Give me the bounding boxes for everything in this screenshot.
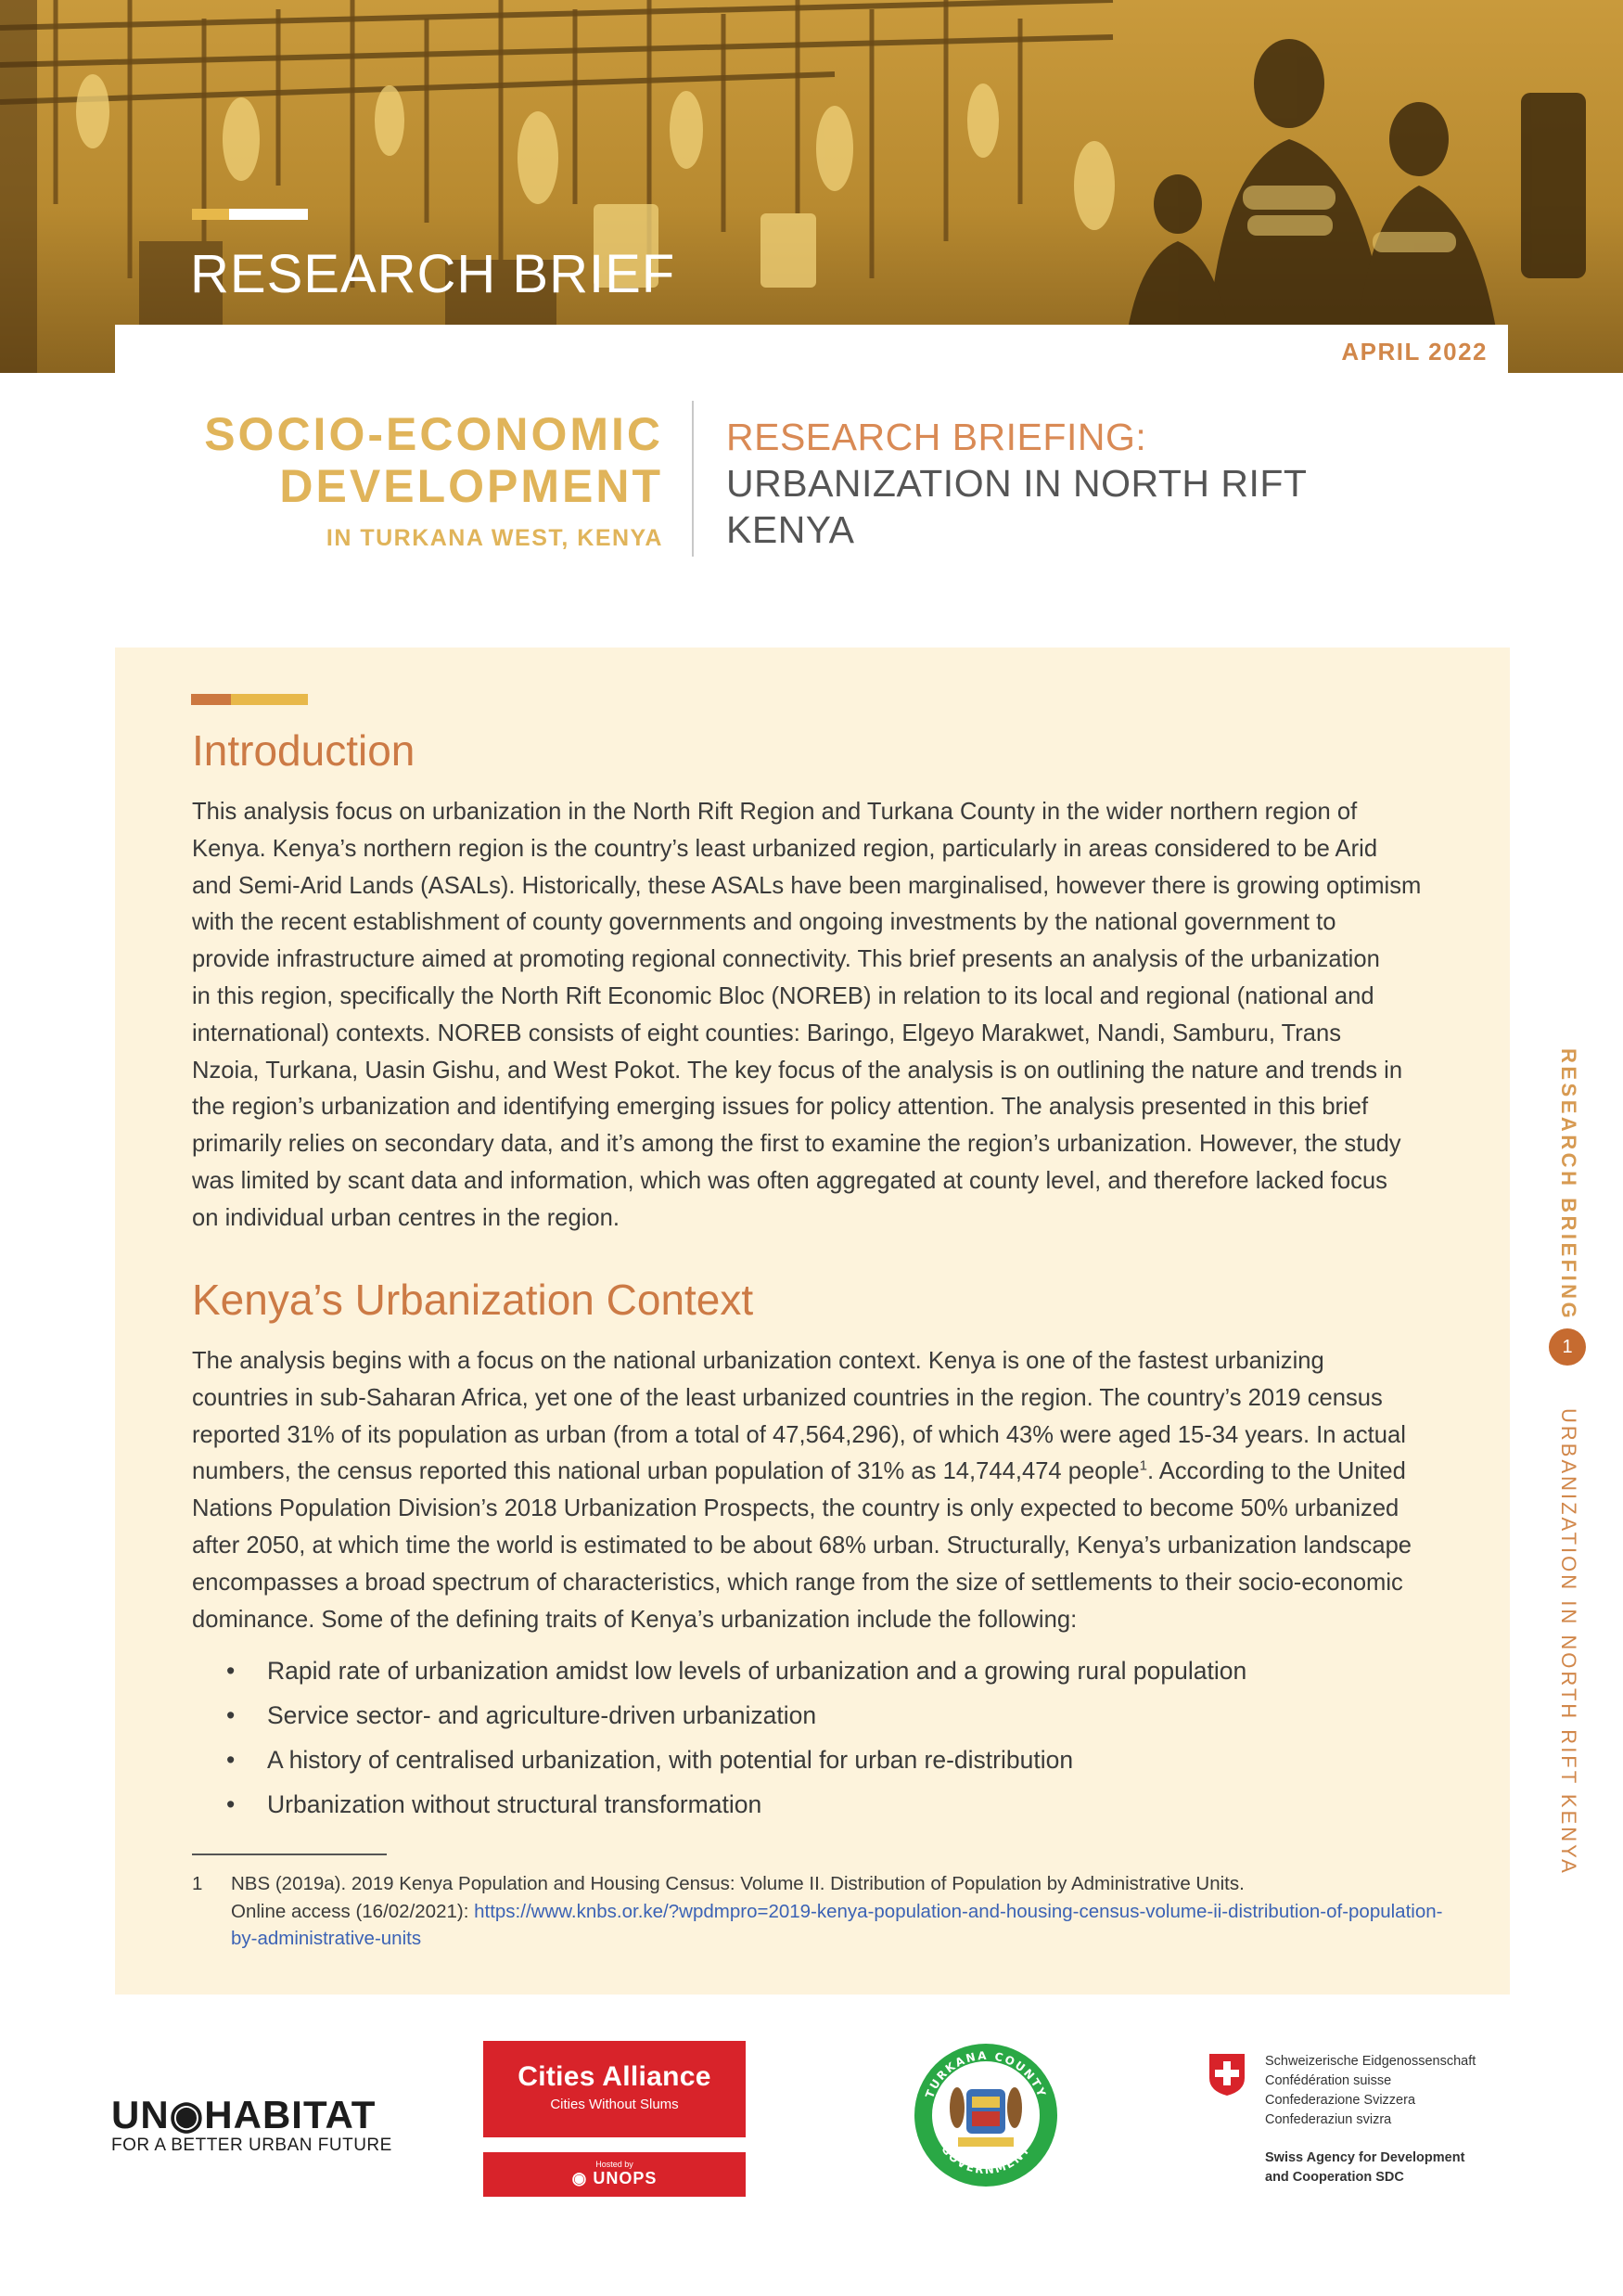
- paragraph-line: on individual urban centres in the region.: [192, 1204, 620, 1231]
- paragraph-line: dominance. Some of the defining traits of Kenya’s urbanization include the following:: [192, 1606, 1078, 1633]
- footnote-prefix: Online access (16/02/2021):: [231, 1900, 475, 1922]
- confederation-line: Confédération suisse: [1265, 2073, 1392, 2088]
- paragraph-line: in this region, specifically the North Rift Economic Bloc (NOREB) in relation to its local and regional (national and: [192, 982, 1374, 1009]
- turkana-county-seal: [907, 2041, 1065, 2194]
- project-subtitle: IN TURKANA WEST, KENYA: [326, 525, 663, 551]
- unops-wordmark: [483, 2169, 746, 2188]
- seal-top-text: TURKANA COUNTY: [923, 2048, 1049, 2100]
- section-accent-bar: [191, 694, 308, 705]
- line-text: numbers, the census reported this national urban population of 31% as 14,744,474 people: [192, 1458, 1140, 1485]
- list-item: [226, 1746, 1246, 1790]
- side-label-top: RESEARCH BRIEFING: [1557, 1048, 1580, 1322]
- paragraph-line: with the recent establishment of county governments and ongoing investments by the national government to: [192, 909, 1336, 936]
- unops-banner: [483, 2152, 746, 2197]
- context-heading: Kenya’s Urbanization Context: [192, 1276, 754, 1324]
- unhabitat-tagline: FOR A BETTER URBAN FUTURE: [111, 2136, 392, 2155]
- cities-alliance-banner: [483, 2041, 746, 2137]
- list-item-text: Urbanization without structural transformation: [267, 1790, 762, 1818]
- agency-line: and Cooperation SDC: [1265, 2170, 1404, 2185]
- footnote-reference[interactable]: 1: [1139, 1457, 1147, 1474]
- bullet-symbol: •: [226, 1790, 236, 1818]
- paragraph-line: and Semi-Arid Lands (ASALs). Historically, these ASALs have been marginalised, however there is growing optimism: [192, 872, 1422, 899]
- project-title-line-1: SOCIO-ECONOMIC: [204, 408, 663, 460]
- un-emblem-icon: ◉: [571, 2169, 594, 2187]
- traits-list: [226, 1657, 1246, 1835]
- title-divider: [692, 401, 694, 557]
- paragraph-line: Kenya. Kenya’s northern region is the country’s least urbanized region, particularly in areas considered to be Arid: [192, 835, 1378, 862]
- introduction-heading: Introduction: [192, 726, 415, 775]
- content-panel: [115, 648, 1510, 1995]
- paragraph-line: countries in sub-Saharan Africa, yet one of the least urbanized countries in the region. The country’s 2019 census: [192, 1384, 1383, 1411]
- confederation-line: Confederazione Svizzera: [1265, 2093, 1416, 2108]
- document-type-label: RESEARCH BRIEF: [190, 244, 676, 304]
- side-label-bottom: URBANIZATION IN NORTH RIFT KENYA: [1557, 1408, 1580, 1876]
- swiss-shield-icon: [1208, 2052, 1246, 2097]
- market-stall-photo: [0, 0, 1623, 373]
- seal-bottom-text: GOVERNMENT: [939, 2142, 1033, 2177]
- sdc-agency-name: [1265, 2148, 1464, 2187]
- paragraph-line: provide infrastructure aimed at promoting regional connectivity. This brief presents an analysis of the urbanization: [192, 946, 1380, 973]
- footnote-number: 1: [192, 1873, 203, 1894]
- bullet-symbol: •: [226, 1657, 236, 1685]
- page-number: 1: [1549, 1328, 1586, 1366]
- introduction-paragraph: [192, 794, 1583, 1238]
- unops-name: UNOPS: [593, 2169, 658, 2187]
- paragraph-line: The analysis begins with a focus on the national urbanization context. Kenya is one of the fastest urbanizing: [192, 1348, 1324, 1374]
- header-accent-bar: [192, 209, 308, 220]
- paragraph-line: reported 31% of its population as urban (from a total of 47,564,296), of which 43% were aged 15-34 years. In actual: [192, 1421, 1406, 1448]
- list-item: [226, 1701, 1246, 1746]
- agency-line: Swiss Agency for Development: [1265, 2150, 1465, 2165]
- county-seal-icon: [907, 2041, 1065, 2189]
- footnote-link-continued[interactable]: by-administrative-units: [231, 1928, 422, 1949]
- briefing-title-line-2: URBANIZATION IN NORTH RIFT: [726, 462, 1308, 505]
- footnote-line: [231, 1898, 1442, 1926]
- paragraph-line: primarily relies on secondary data, and it’s among the first to examine the region’s urbanization. However, the study: [192, 1131, 1401, 1158]
- bullet-symbol: •: [226, 1701, 236, 1729]
- date-bar: [115, 325, 1508, 373]
- header-photo-band: [0, 0, 1623, 373]
- paragraph-line: was limited by scant data and information, which was often aggregated at county level, and therefore lacked focus: [192, 1167, 1387, 1194]
- line-text: . According to the United: [1146, 1458, 1406, 1485]
- paragraph-line: Nations Population Division’s 2018 Urbanization Prospects, the country is only expected to become 50% urbanized: [192, 1495, 1399, 1522]
- paragraph-line: after 2050, at which time the world is estimated to be about 68% urban. Structurally, Kenya’s urbanization landscape: [192, 1532, 1412, 1558]
- paragraph-line: international) contexts. NOREB consists of eight counties: Baringo, Elgeyo Marakwet, Nandi, Samburu, Trans: [192, 1020, 1342, 1046]
- list-item-text: A history of centralised urbanization, with potential for urban re-distribution: [267, 1746, 1074, 1774]
- paragraph-line: the region’s urbanization and identifying emerging issues for policy attention. The analysis presented in this brief: [192, 1094, 1369, 1121]
- paragraph-line: encompasses a broad spectrum of characteristics, which range from the size of settlements to their socio-economic: [192, 1569, 1403, 1596]
- bullet-symbol: •: [226, 1746, 236, 1774]
- briefing-title-line-3: KENYA: [726, 508, 855, 551]
- footnote-rule: [192, 1853, 387, 1855]
- cities-alliance-logo: [483, 2041, 746, 2197]
- briefing-title: [726, 414, 1375, 553]
- paragraph-line: Nzoia, Turkana, Uasin Gishu, and West Pokot. The key focus of the analysis is on outlining the nature and trends in: [192, 1057, 1403, 1084]
- confederation-line: Confederaziun svizra: [1265, 2112, 1392, 2127]
- swiss-confederation-names: [1265, 2052, 1476, 2130]
- confederation-line: Schweizerische Eidgenossenschaft: [1265, 2054, 1476, 2069]
- context-paragraph: [192, 1343, 1583, 1638]
- unhabitat-wordmark: UN◉HABITAT: [111, 2093, 377, 2136]
- publication-date: APRIL 2022: [1341, 338, 1488, 366]
- footnote: [192, 1870, 1442, 1953]
- cities-alliance-tagline: Cities Without Slums: [550, 2097, 679, 2112]
- briefing-title-line-1: RESEARCH BRIEFING:: [726, 416, 1147, 458]
- list-item-text: Service sector- and agriculture-driven urbanization: [267, 1701, 817, 1729]
- list-item: [226, 1790, 1246, 1835]
- list-item-text: Rapid rate of urbanization amidst low levels of urbanization and a growing rural population: [267, 1657, 1247, 1685]
- paragraph-line: This analysis focus on urbanization in the North Rift Region and Turkana County in the wider northern region of: [192, 799, 1358, 825]
- hosted-by-label: Hosted by: [595, 2160, 633, 2169]
- footnote-line: NBS (2019a). 2019 Kenya Population and Housing Census: Volume II. Distribution of Population by Administrative Units.: [231, 1873, 1245, 1894]
- cities-alliance-name: Cities Alliance: [518, 2061, 711, 2092]
- project-title-line-2: DEVELOPMENT: [279, 460, 663, 512]
- footnote-link[interactable]: https://www.knbs.or.ke/?wpdmpro=2019-kenya-population-and-housing-census-volume-ii-distribution-of-population-: [474, 1900, 1443, 1922]
- unhabitat-logo: [111, 2092, 392, 2156]
- list-item: [226, 1657, 1246, 1701]
- paragraph-line: [192, 1454, 1583, 1491]
- project-title: [139, 408, 663, 552]
